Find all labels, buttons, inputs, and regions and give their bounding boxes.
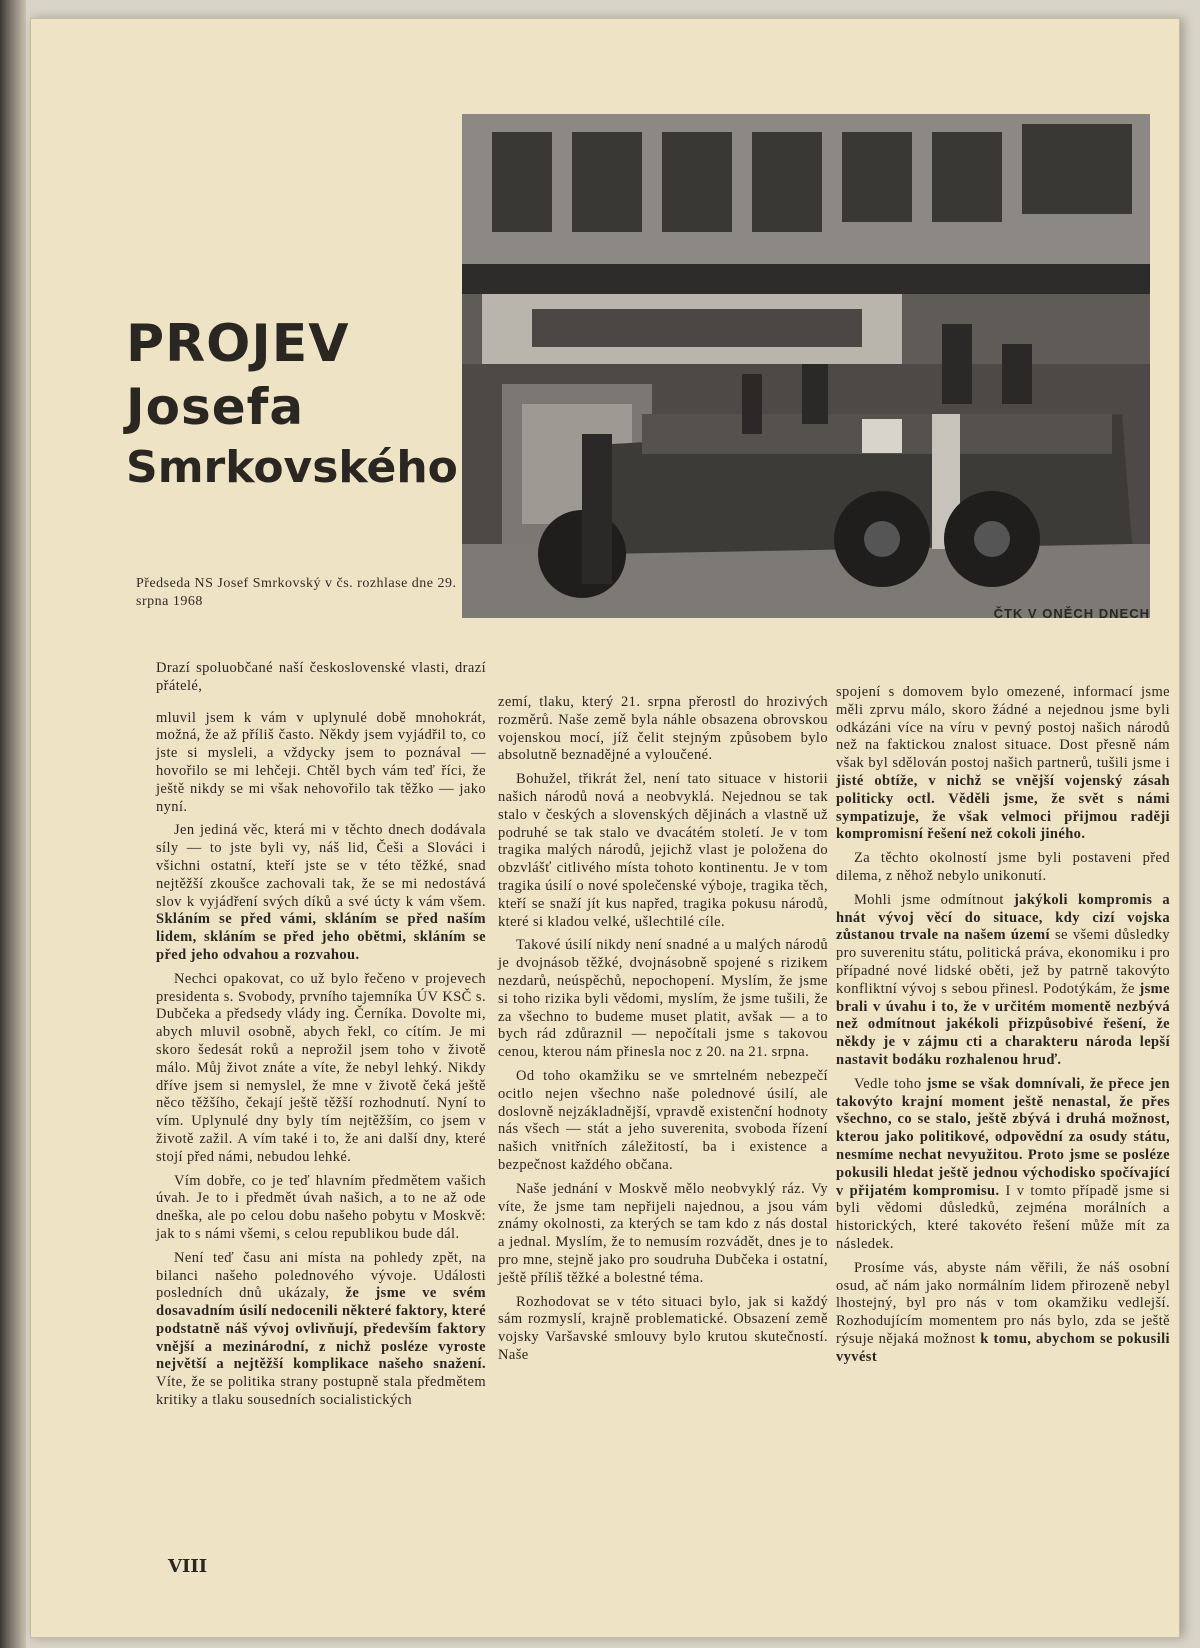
article-paragraph: Od toho okamžiku se ve smrtelném nebezpečí ocitlo nejen všechno naše polednové úsilí, ale doslovně nejzákladnější, vpravdě existenční hodnoty nás všech — stát a jeho suverenita, svoboda řízení našich vnitřních záležitostí, ba i existence a bezpečnost každého občana.: [498, 1067, 828, 1173]
article-paragraph: [156, 1250, 486, 1410]
bold-text-span: jsme brali v úvahu i to, že v určitém momentě nezbývá než odmítnout jakékoli přizpůsobivé řešení, že někdy je v zájmu cti a charakteru národa lepší nastavit bodáku rozhalenou hruď.: [836, 980, 1170, 1068]
title-line-projev: PROJEV: [126, 314, 350, 374]
page-number: VIII: [168, 1556, 208, 1577]
article-column-1: [156, 660, 486, 1416]
article-paragraph: [156, 822, 486, 964]
bold-text-span: jakýkoli kompromis a hnát vývoj věcí do situace, kdy cizí vojska zůstanou trvale na našem území: [836, 891, 1170, 944]
article-paragraph: [836, 1076, 1170, 1254]
text-span: Víte, že se politika strany postupně stala předmětem kritiky a tlaku sousedních socialistických: [156, 1374, 486, 1409]
magazine-binding-edge: [0, 0, 26, 1648]
article-paragraph: [836, 1260, 1170, 1367]
bold-text-span: Skláním se před vámi, skláním se před naším lidem, skláním se před jeho obětmi, skláním se před jeho odvahou a rozvahou.: [156, 911, 486, 963]
photo-illustration: [462, 114, 1150, 618]
title-line-josefa: Josefa: [126, 378, 305, 436]
text-span: Prosíme vás, abyste nám věřili, že náš osobní osud, ač nám jako normálním lidem přirozeně nebyl lhostejný, byl pro nás v tom okamžiku vedlejší. Rozhodujícím momentem pro nás bylo, zda se ještě rýsuje nějaká možnost: [836, 1259, 1170, 1347]
text-span: Není teď času ani místa na pohledy zpět, na bilanci našeho polednového vývoje. Události posledních dnů ukázaly,: [156, 1249, 486, 1302]
text-span: spojení s domovem bylo omezené, informací jsme měli zprvu málo, skoro žádné a nejednou jsme byli odkázáni více na víru v pevný postoj našich národů než na faktickou znalost situace. Dost přesně nám však byl sdělován postoj našich partnerů, tušili jsme i: [836, 684, 1170, 772]
article-column-3: [836, 684, 1170, 1372]
greeting-paragraph: Drazí spoluobčané naší československé vlasti, drazí přátelé,: [156, 660, 486, 694]
article-column-2: [498, 694, 828, 1371]
article-paragraph: mluvil jsem k vám v uplynulé době mnohokrát, možná, že až příliš často. Někdy jsem vyjádřil to, co jste si mysleli, a vždycky jsem to poznával — hovořilo se mi lehčeji. Chtěl bych vám teď říci, že ještě nikdy se mi však nehovořilo tak těžko — jako nyní.: [156, 709, 486, 815]
text-span: Jen jediná věc, která mi v těchto dnech dodávala síly — to jste byli vy, náš lid, Češi a Slováci i všichni ostatní, kteří jste se v této těžké, snad nejtěžší zkoušce zachovali tak, že se mi nedostává slov k vyjádření svých díků a své úcty k vám všem.: [156, 822, 486, 910]
article-paragraph: Vím dobře, co je teď hlavním předmětem vašich úvah. Je to i předmět úvah našich, a to ne až ode dneška, ale po celou dobu našeho pobytu v Moskvě: jak to s námi všemi, s celou republikou bude dál.: [156, 1172, 486, 1242]
article-photo-armored-vehicle: [462, 114, 1150, 618]
text-span: Mohli jsme odmítnout: [854, 891, 1014, 908]
text-span: I v tomto případě jsme si byli vědomi důsledků, zejména morálních a historických, které takovéto řešení může mít za následek.: [836, 1182, 1170, 1252]
text-span: se všemi důsledky pro suverenitu státu, politická práva, ekonomiku i pro případné nové lidské oběti, jež by patrně takovýto konfliktní vývoj s sebou přinesl. Podotýkám, že: [836, 927, 1170, 997]
photo-caption: ČTK V ONĚCH DNECH: [993, 606, 1150, 621]
bold-text-span: jsme se však domnívali, že přece jen takovýto krajní moment ještě nenastal, že přes všechno, co se stalo, ještě zbývá i druhá možnost, kterou jako politikové, odpovědní za osudy státu, nesmíme nechat nevyužitou. Proto jsme se posléze pokusili hledat ještě jednou východisko spočívající v přijatém kompromisu.: [836, 1075, 1170, 1199]
bold-text-span: že jsme ve svém dosavadním úsilí nedocenili některé faktory, které podstatně náš vývoj ovlivňují, především faktory vnější a mezinárodní, z nichž posléze vyroste největší a nejtěžší komplikace našeho snažení.: [156, 1285, 486, 1373]
article-paragraph: Naše jednání v Moskvě mělo neobvyklý ráz. Vy víte, že jsme tam nepřijeli najednou, a jsou vám známy okolnosti, za kterých se tam kdo z nás dostal a jednal. Myslím, že to nemusím rozvádět, dnes je to pro mne, stejně jako pro soudruha Dubčeka i ostatní, ještě příliš těžké a bolestné téma.: [498, 1180, 828, 1286]
article-paragraph: Za těchto okolností jsme byli postaveni před dilema, z něhož nebylo unikonutí.: [836, 850, 1170, 884]
article-paragraph: Takové úsilí nikdy není snadné a u malých národů je dvojnásob těžké, dvojnásobně spojené s rizikem nezdarů, neúspěchů, nepochopení. Myslím, že jsme si toho rizika byli vědomi, myslím, že jsme tušili, že za všechno to budeme muset platit, avšak — a to bych rád zdůraznil — nepočítali jsme s takovou cenou, kterou nám přinesla noc z 20. na 21. srpna.: [498, 937, 828, 1061]
text-span: Vedle toho: [854, 1075, 927, 1092]
bold-text-span: k tomu, abychom se pokusili vyvést: [836, 1330, 1170, 1365]
article-paragraph: Bohužel, třikrát žel, není tato situace v historii našich národů nová a neobvyklá. Nejednou se tak stalo v českých a slovenských dějinách a vlastně už podruhé se tak stalo ve dvacátém století. Je v tom tragika malých národů, jejichž vlast je položena do obzvlášť citlivého místa tohoto kontinentu. Je v tom tragika úsilí o nové společenské výboje, tragika těch, kteří se snaží jít kus napřed, tragika pokusu národů, které si kladou velké, ušlechtilé cíle.: [498, 771, 828, 930]
article-paragraph: zemí, tlaku, který 21. srpna přerostl do hrozivých rozměrů. Naše země byla náhle obsazena obrovskou vojenskou mocí, jíž čelit stejným způsobem bylo absolutně beznadějné a vyloučené.: [498, 694, 828, 764]
article-paragraph: [836, 684, 1170, 844]
article-paragraph: Nechci opakovat, co už bylo řečeno v projevech presidenta s. Svobody, prvního tajemníka ÚV KSČ s. Dubčeka a předsedy vlády ing. Černíka. Dovolte mi, abych mluvil osobně, abych řekl, co cítím. Je mi skoro šedesát roků a neprožil jsem toho v životě málo. Můj život znáte a víte, že nebyl lehký. Nikdy dříve jsem si nemyslel, že mne v životě čeká ještě něco těžšího, čekají ještě těžší rozhodnutí. Nyní to vím. Uplynulé dny byly tím nejtěžším, co jsem v životě zažil. A vím také i to, že ani další dny, které stojí před námi, nebudou lehké.: [156, 970, 486, 1165]
article-subtitle: Předseda NS Josef Smrkovský v čs. rozhlase dne 29. srpna 1968: [136, 576, 457, 609]
bold-text-span: jisté obtíže, v nichž se vnější vojenský zásah politicky octl. Věděli jsme, že svět s námi sympatizuje, že však velmoci přijmou raději kompromisní řešení než cokoli jiného.: [836, 772, 1170, 843]
article-title: [126, 314, 458, 493]
title-line-smrkovskeho: Smrkovského: [126, 442, 458, 493]
article-paragraph: Rozhodovat se v této situaci bylo, jak si každý sám rozmyslí, krajně problematické. Obsazení země vojsky Varšavské smlouvy bylo krutou skutečností. Naše: [498, 1293, 828, 1363]
article-paragraph: [836, 892, 1170, 1070]
